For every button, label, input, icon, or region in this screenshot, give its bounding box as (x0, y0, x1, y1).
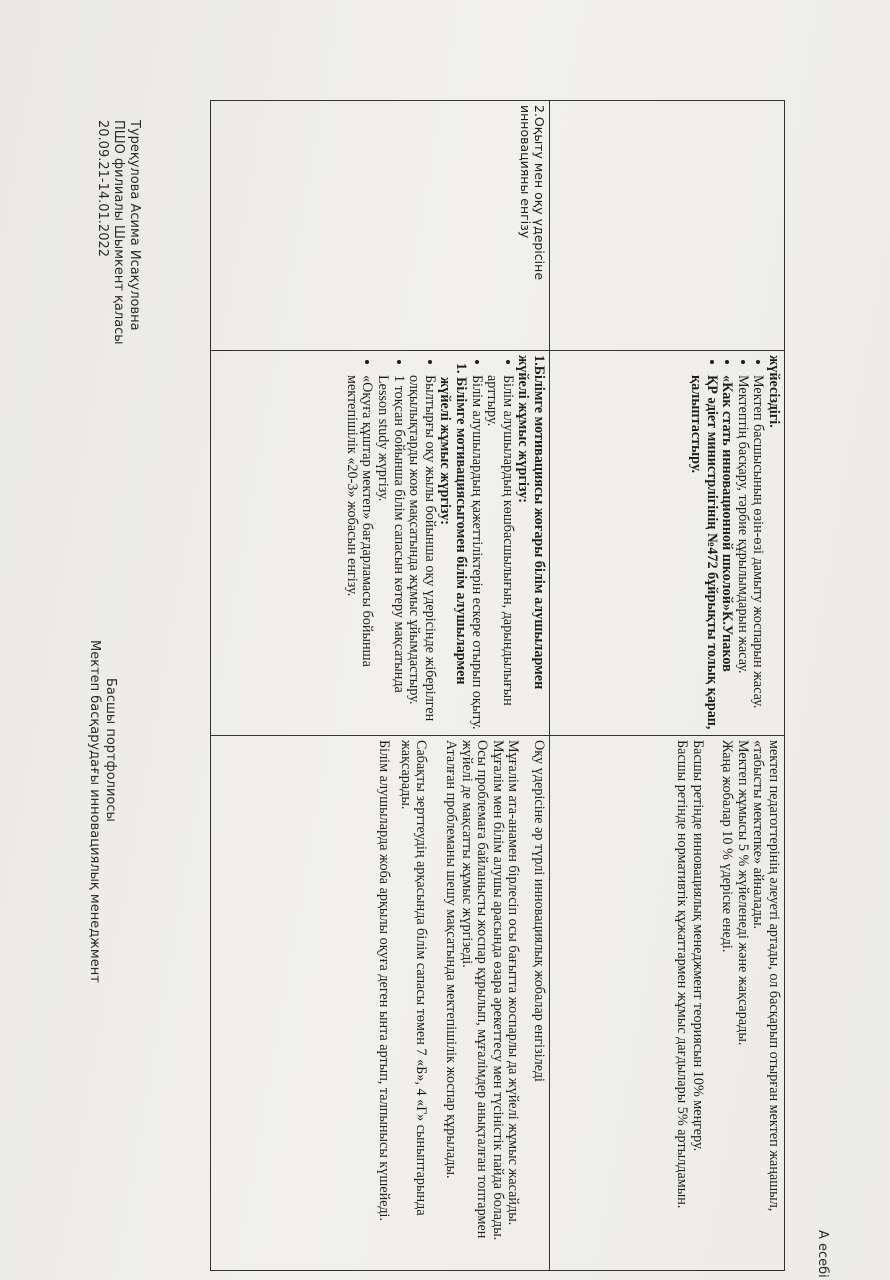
branch-name: ПШО филиалы Шымкент қаласы (111, 120, 126, 345)
plan-table (210, 100, 785, 1271)
section-title: Мектеп басқарудағы инновациялық менеджмент (87, 640, 102, 983)
author-block (94, 120, 142, 345)
actions-cell (211, 351, 550, 736)
result-text: Сабақты зерттеудің арқасында білім сапасы төмен 7 «Б», 4 «Г» сыныптарында жақсарады. (397, 740, 430, 1216)
list-item: • Мектептің басқару, тәрбие құрылымдарын жасау. (734, 375, 750, 731)
period-dates: 20.09.21-14.01.2022 (95, 120, 110, 258)
results-cell (550, 736, 785, 1271)
result-text: Мұғалім ата-анамен бірлесіп осы бағытта жоспарлы да жүйелі жұмыс жасайды. (505, 740, 522, 1226)
list-item: • Білім алушылардың көшбасшылығын, дарындылығын арттыру. (484, 375, 515, 731)
result-text: Білім алушыларда жоба арқылы оқуға деген ынта артып, талпынысы күшейеді. (376, 740, 393, 1222)
result-text: Оқу үдерісіне әр түрлі инновациялық жобалар енгізіледі (531, 740, 547, 1082)
portfolio-title: Басшы портфолиосы (103, 678, 118, 822)
author-name: Туреқулова Асима Исақуловна (127, 120, 142, 331)
action-list (343, 355, 437, 731)
list-item: • 1 тоқсан бойынша білім сапасын көтеру мақсатында Lesson study жүргізу. (374, 375, 405, 731)
list-item: • «Оқуға құштар мектеп» бағдарламасы бойынша мектепішілік «20-3» жобасын енгізу. (343, 375, 374, 731)
item-heading: 1.Білімге мотивациясы жоғары білім алушылармен жүйелі жұмыс жүргізу: (515, 355, 547, 690)
result-text: Басшы ретінде нормативтік құжаттармен жұмыс дағдылары 5% артылдамын. (674, 740, 691, 1209)
result-text: Жаңа жобалар 10 % үдерiске енеді. (719, 740, 736, 953)
results-cell (211, 736, 550, 1271)
intro-text: жүйесіздігі. (766, 355, 782, 428)
result-text: Мұғалім мен білім алушы арасында өзара әрекеттесу мен түсіністік пайда болады. (489, 740, 506, 1241)
numbered-list (437, 355, 468, 731)
report-label: А есебі (815, 1230, 830, 1278)
actions-cell (550, 351, 785, 736)
list-item: • Былтырғы оқу жылы бойынша оқу үдерісінде жіберілген олқылықтарды жою мақсатында жұмыс ұйымдастыру. (406, 375, 437, 731)
topic-cell: 2.Оқыту мен оқу үдерісіне инновацияны енгізу (211, 101, 550, 351)
result-text: мектеп педагогтерінің әлеуеті артады, ол басқарып отырған мектеп жаңашыл, «табысты мектепке» айналады. (750, 740, 782, 1212)
result-text: Осы проблемаға байланысты жоспар құрылып, мұғалімдер анықталған топтармен жүйелі де мақсатты жұмыс жүргізеді. (458, 740, 491, 1239)
result-text: Мектеп жұмысы 5 % жүйеленеді және жақсарады. (734, 740, 751, 1046)
result-text: Басшы ретінде инновациялық менеджмент теориясын 10% меңгеру. (689, 740, 706, 1152)
topic-cell (550, 101, 785, 351)
table-row (550, 101, 785, 1271)
list-item: • Мектеп басшысының өзін-өзі дамыту жоспарын жасау. (750, 375, 766, 731)
title-block (86, 640, 118, 983)
list-item: • Білім алушылардың қажеттіліктерін ескере отырып оқыту. (468, 375, 484, 731)
action-list (687, 355, 765, 731)
result-text: Аталған проблеманы шешу мақсатында мектепішілік жоспар құрылады. (443, 740, 460, 1179)
action-list (468, 355, 515, 731)
list-item: • «Как стать инновационной школой»К.Упаков (719, 375, 735, 731)
item-heading: 1. Білімге мотивациясыгомен білім алушылармен жүйелі жұмыс жүргізу: (437, 377, 468, 731)
list-item: • ҚР әдіет министрлігінің №472 бұйрықты толық қарап, қалыптастыру. (687, 375, 718, 731)
table-row (211, 101, 550, 1271)
